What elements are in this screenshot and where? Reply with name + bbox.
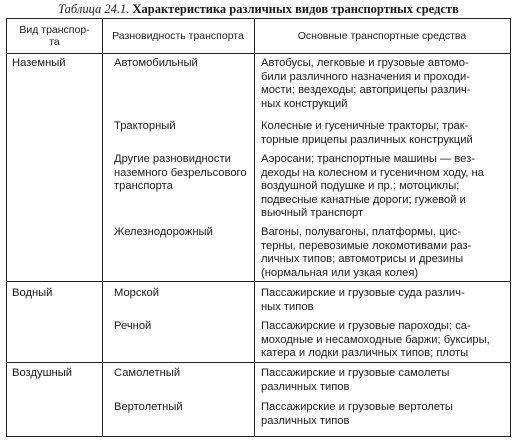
header-divider [7, 53, 510, 54]
variety-river: Речной [114, 320, 152, 332]
variety-automobile: Автомобильный [114, 57, 198, 69]
transport-type-air: Воздушный [12, 367, 73, 379]
transport-type-water: Водный [12, 287, 53, 299]
group-divider [7, 362, 510, 363]
transport-type-land: Наземный [12, 57, 66, 69]
means-sea: Пассажирские и грузовые суда различ- ных типов [261, 287, 465, 313]
column-divider [102, 19, 103, 436]
means-airplane: Пассажирские и грузовые самолеты различных типов [261, 367, 450, 393]
means-tractor: Колесные и гусеничные тракторы; трак- торные прицепы различных конструкций [261, 120, 473, 146]
header-means: Основные транспортные средства [297, 30, 467, 42]
variety-other-land: Другие разновидности наземного безрельсового транспорта [114, 153, 247, 192]
means-other-land: Аэросани; транспортные машины — вез- деходы на колесном и гусеничном ходу, на воздушной подушке и пр.; мотоциклы; подвесные канатные дороги; гужевой и вьючный транспорт [261, 153, 484, 219]
header-variety: Разновидность транспорта [112, 30, 244, 42]
group-divider [7, 281, 510, 282]
column-divider [254, 19, 255, 436]
table-title: Характеристика различных видов транспортных средств [132, 2, 459, 16]
table-number: Таблица 24.1. [58, 2, 130, 16]
table-caption [0, 2, 517, 17]
means-river: Пассажирские и грузовые пароходы; са- моходные и несамоходные баржи; буксиры, катера и лодки различных типов; плоты [261, 320, 490, 359]
header-transport-type: Вид транспор- та [19, 24, 90, 48]
variety-helicopter: Вертолетный [114, 401, 183, 413]
variety-airplane: Самолетный [114, 367, 181, 379]
variety-railway: Железнодорожный [114, 226, 213, 238]
transport-table [6, 18, 511, 437]
variety-sea: Морской [114, 287, 159, 299]
means-automobile: Автобусы, легковые и грузовые автомо- били различного назначения и проходи- мости; вездеходы; автоприцепы различ- ных конструкций [261, 57, 471, 110]
means-helicopter: Пассажирские и грузовые вертолеты различных типов [261, 401, 453, 427]
means-railway: Вагоны, полувагоны, платформы, цис- терны, перевозимые локомотивами раз- личных типов; автомотрисы и дрезины (нормальная или узкая колея) [261, 226, 472, 279]
variety-tractor: Тракторный [114, 120, 176, 132]
